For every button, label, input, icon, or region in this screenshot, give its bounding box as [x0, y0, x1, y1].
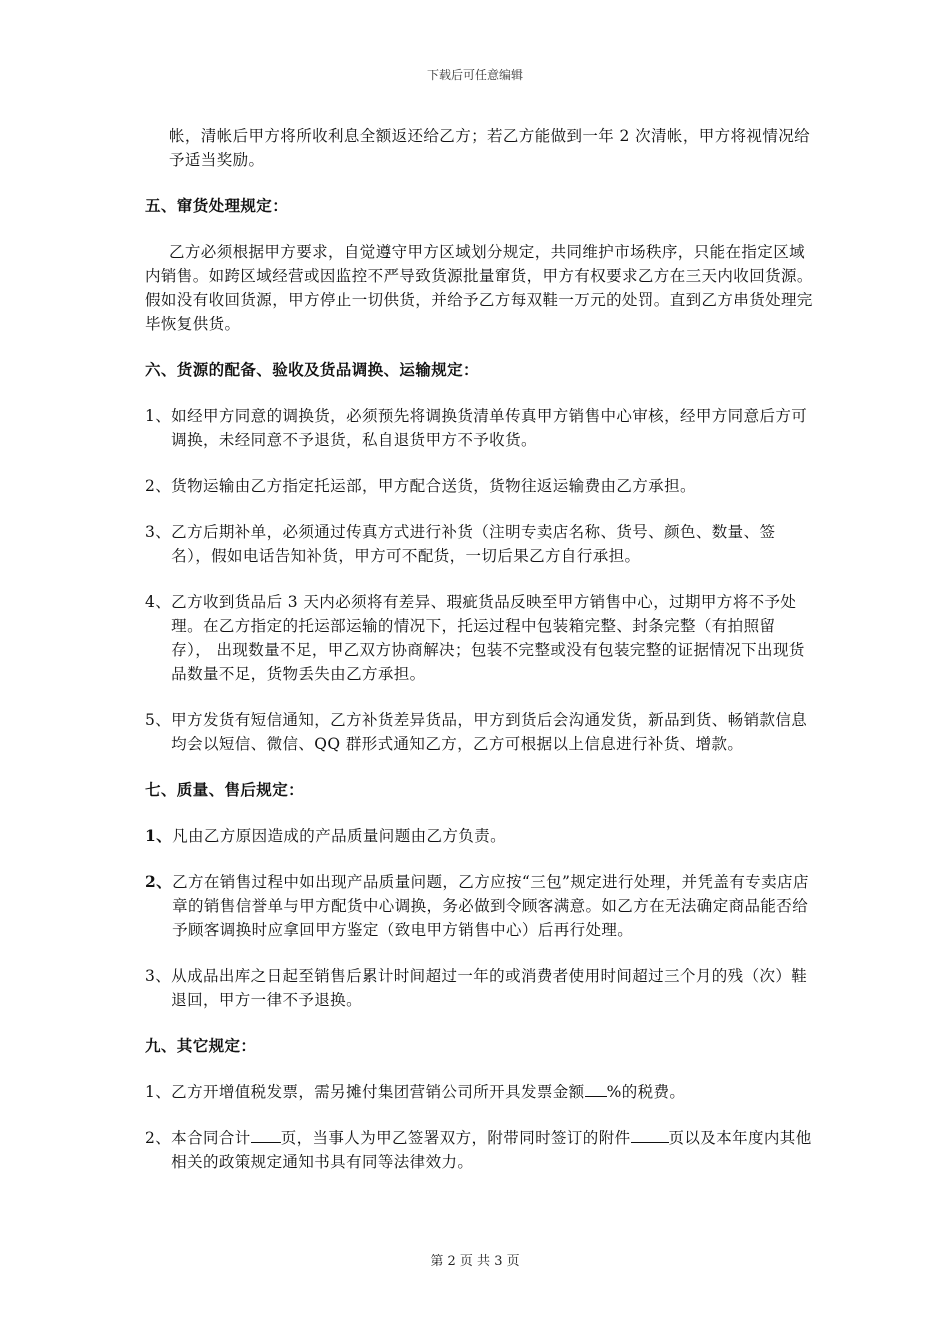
item-text-part2: 页，当事人为甲乙签署双方，附带同时签订的附件 — [280, 1129, 631, 1147]
item-text-part1: 本合同合计 — [171, 1129, 251, 1147]
item-text: 甲方发货有短信通知，乙方补货差异货品，甲方到货后会沟通发货，新品到货、畅销款信息均会以短信、微信、QQ 群形式通知乙方，乙方可根据以上信息进行补货、增款。 — [171, 711, 808, 753]
item-text: 货物运输由乙方指定托运部，甲方配合送货，货物往返运输费由乙方承担。 — [171, 477, 696, 495]
item-text — [171, 1126, 815, 1174]
section-7-item-3 — [145, 964, 815, 1012]
section-5-body: 乙方必须根据甲方要求，自觉遵守甲方区域划分规定，共同维护市场秩序，只能在指定区域内销售。如跨区域经营或因监控不严导致货源批量窜货，甲方有权要求乙方在三天内收回货源。假如没有收回货源，甲方停止一切供货，并给予乙方每双鞋一万元的处罚。直到乙方串货处理完毕恢复供货。 — [145, 243, 813, 333]
item-number: 1、 — [145, 1083, 172, 1101]
page-count-blank — [251, 1126, 281, 1143]
section-6-item-2 — [145, 474, 815, 498]
page-header: 下载后可任意编辑 — [426, 68, 523, 82]
item-number: 1、 — [145, 407, 172, 425]
section-6-item-3 — [145, 520, 815, 568]
section-9-item-1 — [145, 1080, 815, 1104]
item-text: 乙方在销售过程中如出现产品质量问题，乙方应按“三包”规定进行处理，并凭盖有专卖店店章的销售信誉单与甲方配货中心调换，务必做到令顾客满意。如乙方在无法确定商品能否给予顾客调换时应拿回甲方鉴定（致电甲方销售中心）后再行处理。 — [172, 873, 809, 939]
section-7-item-2 — [145, 870, 815, 942]
item-text-part3: 页以及本年度内其他相关的政策规定通知书具有同等法律效力。 — [171, 1129, 812, 1171]
section-7-item-1 — [145, 824, 815, 848]
item-text-before: 乙方开增值税发票，需另摊付集团营销公司所开具发票金额 — [171, 1083, 585, 1101]
page-footer: 第 2 页 共 3 页 — [430, 1254, 520, 1269]
section-9-heading: 九、其它规定： — [145, 1036, 257, 1055]
section-7-heading: 七、质量、售后规定： — [145, 780, 305, 799]
item-text — [171, 1080, 815, 1104]
document-body — [145, 124, 815, 1196]
item-text: 如经甲方同意的调换货，必须预先将调换货清单传真甲方销售中心审核，经甲方同意后方可调换，未经同意不予退货，私自退货甲方不予收货。 — [171, 407, 808, 449]
item-text: 乙方收到货品后 3 天内必须将有差异、瑕疵货品反映至甲方销售中心，过期甲方将不予处理。在乙方指定的托运部运输的情况下，托运过程中包装箱完整、封条完整（有拍照留存）， 出现数量不足，甲乙双方协商解决；包装不完整或没有包装完整的证据情况下出现货品数量不足，货物丢失由乙方承担。 — [171, 593, 805, 683]
tax-rate-blank — [585, 1080, 607, 1097]
item-text: 从成品出库之日起至销售后累计时间超过一年的或消费者使用时间超过三个月的残（次）鞋退回，甲方一律不予退换。 — [171, 967, 808, 1009]
item-number: 3、 — [145, 967, 172, 985]
item-text-after: %的税费。 — [606, 1083, 686, 1101]
item-number: 3、 — [145, 523, 172, 541]
item-number: 2、 — [145, 1129, 172, 1147]
item-text: 凡由乙方原因造成的产品质量问题由乙方负责。 — [172, 827, 506, 845]
item-number: 4、 — [145, 593, 172, 611]
attachment-pages-blank — [631, 1126, 669, 1143]
item-number: 1、 — [145, 826, 173, 845]
item-number: 5、 — [145, 711, 172, 729]
section-5-heading: 五、窜货处理规定： — [145, 196, 289, 215]
section-9-item-2 — [145, 1126, 815, 1174]
section-6-item-5 — [145, 708, 815, 756]
item-number: 2、 — [145, 477, 172, 495]
section-6-heading: 六、货源的配备、验收及货品调换、运输规定： — [145, 360, 479, 379]
item-text: 乙方后期补单，必须通过传真方式进行补货（注明专卖店名称、货号、颜色、数量、签名），假如电话告知补货，甲方可不配货，一切后果乙方自行承担。 — [171, 523, 776, 565]
continuation-paragraph: 帐，清帐后甲方将所收利息全额返还给乙方；若乙方能做到一年 2 次清帐，甲方将视情况给予适当奖励。 — [169, 127, 811, 169]
section-6-item-1 — [145, 404, 815, 452]
item-number: 2、 — [145, 872, 173, 891]
section-6-item-4 — [145, 590, 815, 686]
